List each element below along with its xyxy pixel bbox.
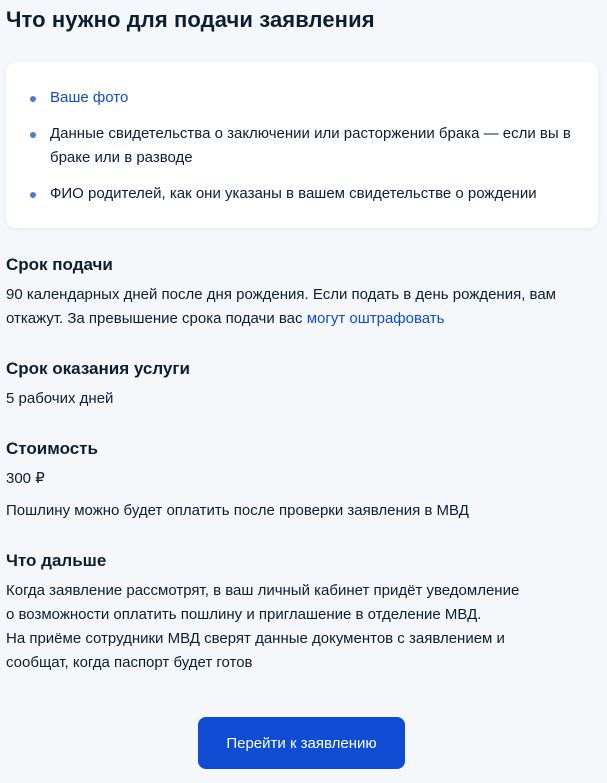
cost-heading: Стоимость	[6, 439, 98, 458]
fine-link[interactable]: могут оштрафовать	[306, 310, 445, 327]
go-to-application-button[interactable]: Перейти к заявлению	[198, 717, 405, 769]
requirements-card	[6, 62, 598, 228]
requirement-text-marriage: Данные свидетельства о заключении или расторжении брака — если вы в браке или в разводе	[50, 125, 571, 166]
requirement-item-photo[interactable]	[30, 86, 580, 110]
requirement-item-parents	[30, 182, 580, 206]
deadline-section	[6, 253, 598, 331]
bullet-icon	[30, 96, 36, 102]
next-steps-text	[6, 579, 598, 675]
next-steps-section	[6, 549, 598, 675]
duration-heading: Срок оказания услуги	[6, 359, 190, 378]
deadline-text	[6, 283, 598, 331]
requirement-link-photo[interactable]: Ваше фото	[50, 89, 129, 106]
requirements-list	[30, 86, 580, 206]
cost-amount: 300 ₽	[6, 470, 45, 487]
page-title: Что нужно для подачи заявления	[6, 7, 375, 32]
cost-note: Пошлину можно будет оплатить после проверки заявления в МВД	[6, 502, 469, 519]
requirement-item-marriage	[30, 122, 580, 170]
cost-section	[6, 437, 598, 523]
next-line-1: Когда заявление рассмотрят, в ваш личный кабинет придёт уведомление	[6, 582, 520, 599]
requirement-text-parents: ФИО родителей, как они указаны в вашем свидетельстве о рождении	[50, 185, 537, 202]
bullet-icon	[30, 132, 36, 138]
duration-text: 5 рабочих дней	[6, 390, 114, 407]
duration-section	[6, 357, 598, 411]
next-line-2: о возможности оплатить пошлину и приглашение в отделение МВД.	[6, 606, 482, 623]
bullet-icon	[30, 192, 36, 198]
next-line-3: На приёме сотрудники МВД сверят данные документов с заявлением и	[6, 630, 505, 647]
next-line-4: сообщат, когда паспорт будет готов	[6, 654, 253, 671]
deadline-heading: Срок подачи	[6, 255, 113, 274]
deadline-body: 90 календарных дней после дня рождения. Если подать в день рождения, вам откажут. За превышение срока подачи вас	[6, 286, 556, 327]
next-steps-heading: Что дальше	[6, 551, 107, 570]
